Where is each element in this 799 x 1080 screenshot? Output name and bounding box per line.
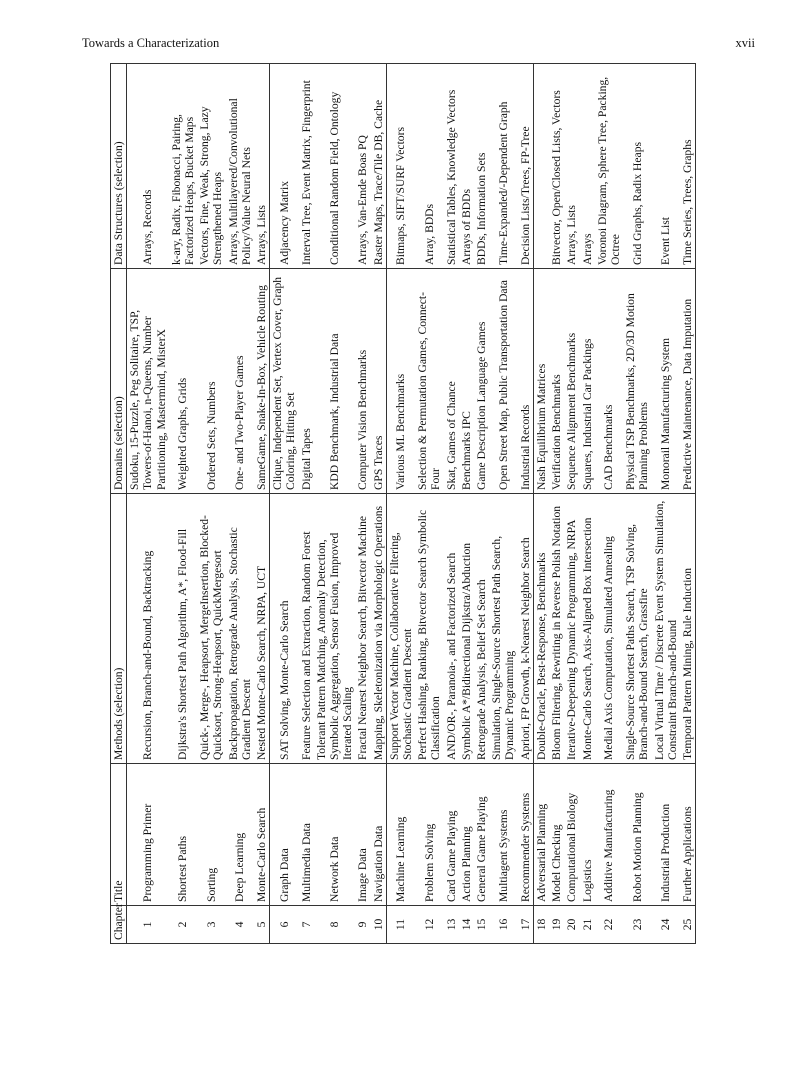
table-row [533, 64, 549, 944]
cell-domains: KDD Benchmark, Industrial Data [314, 269, 356, 494]
table-row [415, 64, 443, 944]
table-row [355, 64, 370, 944]
cell-title: Recommender Systems [518, 764, 534, 906]
cell-chapter: 18 [533, 906, 549, 944]
cell-methods: Bloom Filtering, Rewriting in Reverse Polish Notation [549, 494, 564, 764]
cell-chapter: 7 [299, 906, 314, 944]
cell-title: General Game Playing [474, 764, 489, 906]
page-number: xvii [735, 36, 755, 50]
cell-chapter: 6 [270, 906, 299, 944]
cell-title: Further Applications [680, 764, 696, 906]
cell-chapter: 15 [474, 906, 489, 944]
cell-data-structures: Time-Expanded/-Dependent Graph [489, 64, 517, 269]
cell-chapter: 22 [595, 906, 623, 944]
cell-domains: Game Description Language Games [474, 269, 489, 494]
cell-data-structures: Arrays, Records [127, 64, 169, 269]
cell-methods: Feature Selection and Extraction, Random Forest [299, 494, 314, 764]
col-header-chapter: Chapter [111, 906, 127, 944]
cell-data-structures: Arrays, Multilayered/Convolutional Policy/Value Neural Nets [226, 64, 254, 269]
cell-domains: Benchmarks IPC [459, 269, 474, 494]
cell-methods: Dijkstra's Shortest Path Algorithm, A*, Flood-Fill [169, 494, 197, 764]
cell-title: Adversarial Planning [533, 764, 549, 906]
cell-methods: Support Vector Machine, Collaborative Filtering, Stochastic Gradient Descent [386, 494, 415, 764]
table-row [270, 64, 299, 944]
cell-data-structures: Arrays of BDDs [459, 64, 474, 269]
table-row [197, 64, 225, 944]
cell-title: Monte-Carlo Search [254, 764, 270, 906]
cell-data-structures: Array, BDDs [415, 64, 443, 269]
cell-title: Problem Solving [415, 764, 443, 906]
cell-chapter: 14 [459, 906, 474, 944]
cell-data-structures: Bitmaps, SIFT/SURF Vectors [386, 64, 415, 269]
cell-chapter: 13 [444, 906, 459, 944]
cell-methods: Mapping, Skeletonization via Morphologic Operations [371, 494, 387, 764]
cell-domains: Physical TSP Benchmarks, 2D/3D Motion Planning Problems [623, 269, 651, 494]
cell-chapter: 11 [386, 906, 415, 944]
cell-chapter: 8 [314, 906, 356, 944]
cell-chapter: 12 [415, 906, 443, 944]
cell-domains: Verification Benchmarks [549, 269, 564, 494]
cell-title: Computational Biology [564, 764, 579, 906]
cell-domains: Selection & Permutation Games, Connect-Four [415, 269, 443, 494]
cell-chapter: 5 [254, 906, 270, 944]
cell-domains: SameGame, Snake-In-Box, Vehicle Routing [254, 269, 270, 494]
cell-data-structures: Interval Tree, Event Matrix, Fingerprint [299, 64, 314, 269]
cell-title: Image Data [355, 764, 370, 906]
cell-chapter: 3 [197, 906, 225, 944]
col-header-title: Title [111, 764, 127, 906]
table-body [127, 64, 696, 944]
table-row [489, 64, 517, 944]
cell-title: Multimedia Data [299, 764, 314, 906]
cell-methods: Medial Axis Computation, Simulated Annealing [595, 494, 623, 764]
cell-domains: Monorail Manufacturing System [652, 269, 680, 494]
cell-methods: Fractal Nearest Neighbor Search, Bitvector Machine [355, 494, 370, 764]
cell-domains: Squares, Industrial Car Packings [580, 269, 595, 494]
table-row [226, 64, 254, 944]
cell-data-structures: Adjacency Matrix [270, 64, 299, 269]
cell-methods: Temporal Pattern Mining, Rule Induction [680, 494, 696, 764]
cell-data-structures: Arrays [580, 64, 595, 269]
cell-chapter: 1 [127, 906, 169, 944]
cell-chapter: 16 [489, 906, 517, 944]
cell-domains: Sequence Alignment Benchmarks [564, 269, 579, 494]
cell-chapter: 23 [623, 906, 651, 944]
cell-chapter: 24 [652, 906, 680, 944]
table-row [444, 64, 459, 944]
table-row [680, 64, 696, 944]
col-header-data-structures: Data Structures (selection) [111, 64, 127, 269]
cell-data-structures [533, 64, 549, 269]
cell-methods: Simulation, Single-Source Shortest Path Search, Dynamic Programming [489, 494, 517, 764]
table-row [595, 64, 623, 944]
cell-chapter: 17 [518, 906, 534, 944]
cell-data-structures: Event List [652, 64, 680, 269]
cell-title: Network Data [314, 764, 356, 906]
cell-title: Deep Learning [226, 764, 254, 906]
cell-methods: Apriori, FP Growth, k-Nearest Neighbor Search [518, 494, 534, 764]
table-row [518, 64, 534, 944]
cell-chapter: 20 [564, 906, 579, 944]
cell-title: Graph Data [270, 764, 299, 906]
cell-domains: Various ML Benchmarks [386, 269, 415, 494]
cell-domains: Sudoku, 15-Puzzle, Peg Solitaire, TSP, Towers-of-Hanoi, n-Queens, Number Partitioning, Mastermind, MisterX [127, 269, 169, 494]
cell-domains: CAD Benchmarks [595, 269, 623, 494]
cell-domains: Open Street Map, Public Transportation Data [489, 269, 517, 494]
cell-methods: SAT Solving, Monte-Carlo Search [270, 494, 299, 764]
col-header-methods: Methods (selection) [111, 494, 127, 764]
table-row [549, 64, 564, 944]
cell-data-structures: Time Series, Trees, Graphs [680, 64, 696, 269]
table-row [169, 64, 197, 944]
characterization-table-rotated [110, 64, 712, 944]
cell-title: Robot Motion Planning [623, 764, 651, 906]
cell-data-structures: Decision Lists/Trees, FP-Tree [518, 64, 534, 269]
table-row [474, 64, 489, 944]
cell-domains: Weighted Graphs, Grids [169, 269, 197, 494]
cell-data-structures: Arrays, Lists [254, 64, 270, 269]
cell-chapter: 25 [680, 906, 696, 944]
cell-methods: Quick-, Merge-, Heapsort, MergeInsertion, Blocked-Quicksort, Strong-Heapsort, QuickMergesort [197, 494, 225, 764]
cell-data-structures: Statistical Tables, Knowledge Vectors [444, 64, 459, 269]
cell-data-structures: Arrays, Lists [564, 64, 579, 269]
cell-data-structures: Voronoi Diagram, Sphere Tree, Packing, Octree [595, 64, 623, 269]
cell-methods: Single-Source Shortest Paths Search, TSP Solving, Branch-and-Bound Search, Grassfire [623, 494, 651, 764]
table-row [459, 64, 474, 944]
cell-data-structures: Grid Graphs, Radix Heaps [623, 64, 651, 269]
table-row [580, 64, 595, 944]
cell-data-structures: Conditional Random Field, Ontology [314, 64, 356, 269]
cell-domains: One- and Two-Player Games [226, 269, 254, 494]
cell-methods: Double-Oracle, Best-Response, Benchmarks [533, 494, 549, 764]
cell-domains: GPS Traces [371, 269, 387, 494]
cell-chapter: 2 [169, 906, 197, 944]
cell-domains: Skat, Games of Chance [444, 269, 459, 494]
table-row [564, 64, 579, 944]
cell-title: Multiagent Systems [489, 764, 517, 906]
cell-chapter: 10 [371, 906, 387, 944]
cell-data-structures: Raster Maps, Trace/Tile DB, Cache [371, 64, 387, 269]
cell-domains: Clique, Independent Set, Vertex Cover, Graph Coloring, Hitting Set [270, 269, 299, 494]
cell-methods: AND/OR-, Paranoia-, and Factorized Search [444, 494, 459, 764]
table-row [386, 64, 415, 944]
table-row [371, 64, 387, 944]
cell-title: Model Checking [549, 764, 564, 906]
cell-chapter: 4 [226, 906, 254, 944]
cell-data-structures: BDDs, Information Sets [474, 64, 489, 269]
table-row [314, 64, 356, 944]
cell-data-structures: k-ary, Radix, Fibonacci, Pairing, Factorized Heaps, Bucket Maps [169, 64, 197, 269]
running-header [82, 36, 755, 52]
running-title: Towards a Characterization [82, 36, 220, 50]
cell-title: Action Planning [459, 764, 474, 906]
cell-domains: Predictive Maintenance, Data Imputation [680, 269, 696, 494]
cell-title: Shortest Paths [169, 764, 197, 906]
characterization-table [110, 63, 696, 944]
table-row [652, 64, 680, 944]
cell-domains: Ordered Sets, Numbers [197, 269, 225, 494]
cell-title: Machine Learning [386, 764, 415, 906]
cell-data-structures: Vectors, Fine, Weak, Strong, Lazy Strengthened Heaps [197, 64, 225, 269]
cell-title: Sorting [197, 764, 225, 906]
table-row [623, 64, 651, 944]
cell-methods: Local Virtual Time / Discrete Event System Simulation, Constraint Branch-and-Bound [652, 494, 680, 764]
cell-methods: Monte-Carlo Search, Axis-Aligned Box Intersection [580, 494, 595, 764]
cell-data-structures: Bitvector, Open/Closed Lists, Vectors [549, 64, 564, 269]
cell-methods: Recursion, Branch-and-Bound, Backtracking [127, 494, 169, 764]
cell-data-structures: Arrays, Van-Emde Boas PQ [355, 64, 370, 269]
cell-title: Industrial Production [652, 764, 680, 906]
cell-chapter: 9 [355, 906, 370, 944]
cell-title: Navigation Data [371, 764, 387, 906]
cell-methods: Symbolic A*/Bidirectional Dijkstra/Abduction [459, 494, 474, 764]
cell-methods: Perfect Hashing, Ranking, Bitvector Search Symbolic Classification [415, 494, 443, 764]
cell-title: Card Game Playing [444, 764, 459, 906]
cell-domains: Digital Tapes [299, 269, 314, 494]
cell-domains: Industrial Records [518, 269, 534, 494]
cell-methods: Backpropagation, Retrograde Analysis, Stochastic Gradient Descent [226, 494, 254, 764]
cell-title: Logistics [580, 764, 595, 906]
cell-methods: Retrograde Analysis, Belief Set Search [474, 494, 489, 764]
cell-domains: Computer Vision Benchmarks [355, 269, 370, 494]
table-row [254, 64, 270, 944]
cell-domains: Nash Equilibrium Matrices [533, 269, 549, 494]
table-row [299, 64, 314, 944]
cell-methods: Nested Monte-Carlo Search, NRPA, UCT [254, 494, 270, 764]
cell-methods: Tolerant Pattern Matching, Anomaly Detection, Symbolic Aggregation, Sensor Fusion, Improved Iterated Scaling [314, 494, 356, 764]
cell-chapter: 19 [549, 906, 564, 944]
table-row [127, 64, 169, 944]
cell-chapter: 21 [580, 906, 595, 944]
cell-title: Additive Manufacturing [595, 764, 623, 906]
cell-methods: Iterative-Deepening Dynamic Programming, NRPA [564, 494, 579, 764]
col-header-domains: Domains (selection) [111, 269, 127, 494]
cell-title: Programming Primer [127, 764, 169, 906]
table-header-row [111, 64, 127, 944]
